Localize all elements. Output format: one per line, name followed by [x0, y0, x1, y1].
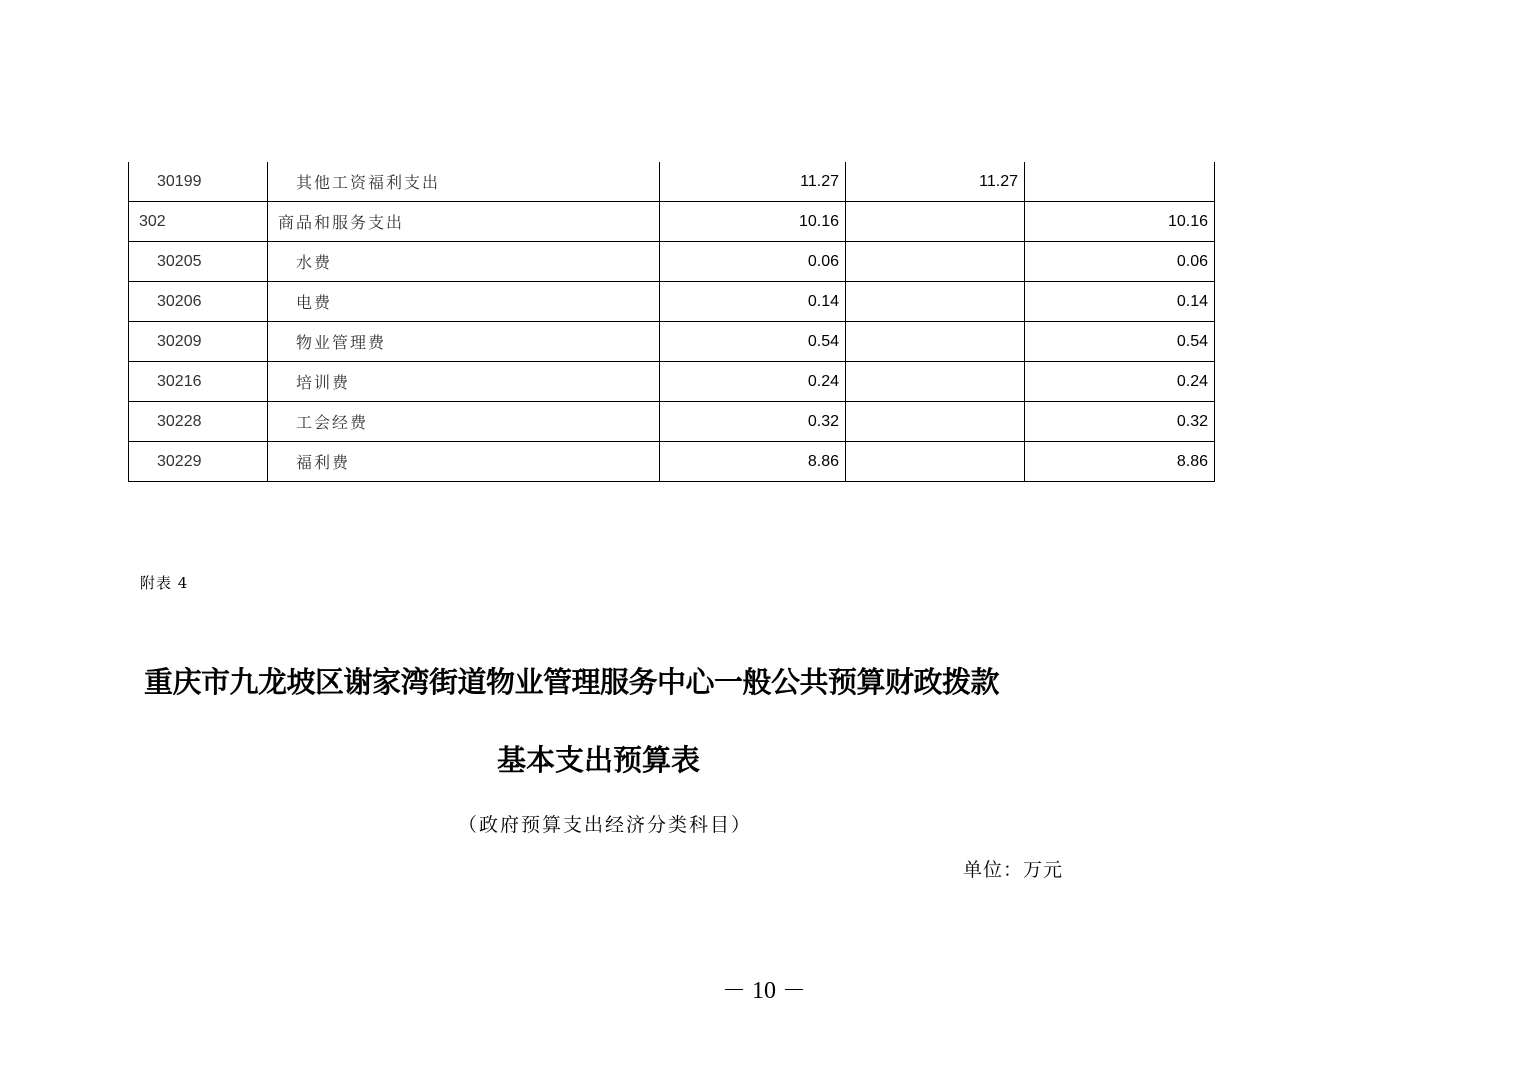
cell-name: 电费 [268, 282, 660, 322]
cell-name: 福利费 [268, 442, 660, 482]
cell-public: 0.06 [1025, 242, 1215, 282]
cell-personnel [846, 402, 1025, 442]
cell-total: 0.32 [660, 402, 846, 442]
cell-total: 0.24 [660, 362, 846, 402]
cell-public: 0.24 [1025, 362, 1215, 402]
cell-code: 30216 [129, 362, 268, 402]
table-row [129, 162, 1215, 202]
cell-personnel [846, 442, 1025, 482]
table-row [129, 282, 1215, 322]
cell-name: 物业管理费 [268, 322, 660, 362]
budget-table [128, 162, 1215, 482]
table-row [129, 202, 1215, 242]
page-title-line-2: 基本支出预算表 [497, 743, 701, 777]
cell-code: 30206 [129, 282, 268, 322]
cell-code: 30205 [129, 242, 268, 282]
cell-total: 8.86 [660, 442, 846, 482]
cell-personnel [846, 242, 1025, 282]
unit-label: 单位：万元 [963, 859, 1064, 881]
cell-public: 10.16 [1025, 202, 1215, 242]
cell-personnel: 11.27 [846, 162, 1025, 202]
page-number: － 10 － [722, 978, 806, 1004]
attachment-label: 附表 4 [140, 574, 189, 592]
cell-personnel [846, 362, 1025, 402]
cell-public [1025, 162, 1215, 202]
cell-personnel [846, 322, 1025, 362]
table-row [129, 322, 1215, 362]
cell-total: 0.14 [660, 282, 846, 322]
cell-code: 30209 [129, 322, 268, 362]
cell-personnel [846, 202, 1025, 242]
cell-code: 30199 [129, 162, 268, 202]
cell-public: 0.14 [1025, 282, 1215, 322]
subtitle: （政府预算支出经济分类科目） [458, 814, 753, 836]
cell-name: 其他工资福利支出 [268, 162, 660, 202]
cell-total: 11.27 [660, 162, 846, 202]
cell-public: 0.32 [1025, 402, 1215, 442]
table-row [129, 442, 1215, 482]
cell-name: 商品和服务支出 [268, 202, 660, 242]
table-body [129, 162, 1215, 482]
table-row [129, 362, 1215, 402]
page-title-line-1: 重庆市九龙坡区谢家湾街道物业管理服务中心一般公共预算财政拨款 [144, 665, 1000, 699]
cell-code: 302 [129, 202, 268, 242]
cell-total: 10.16 [660, 202, 846, 242]
cell-code: 30228 [129, 402, 268, 442]
cell-name: 水费 [268, 242, 660, 282]
table-row [129, 242, 1215, 282]
cell-total: 0.54 [660, 322, 846, 362]
cell-personnel [846, 282, 1025, 322]
cell-public: 8.86 [1025, 442, 1215, 482]
cell-public: 0.54 [1025, 322, 1215, 362]
table-row [129, 402, 1215, 442]
cell-name: 工会经费 [268, 402, 660, 442]
cell-total: 0.06 [660, 242, 846, 282]
cell-name: 培训费 [268, 362, 660, 402]
cell-code: 30229 [129, 442, 268, 482]
